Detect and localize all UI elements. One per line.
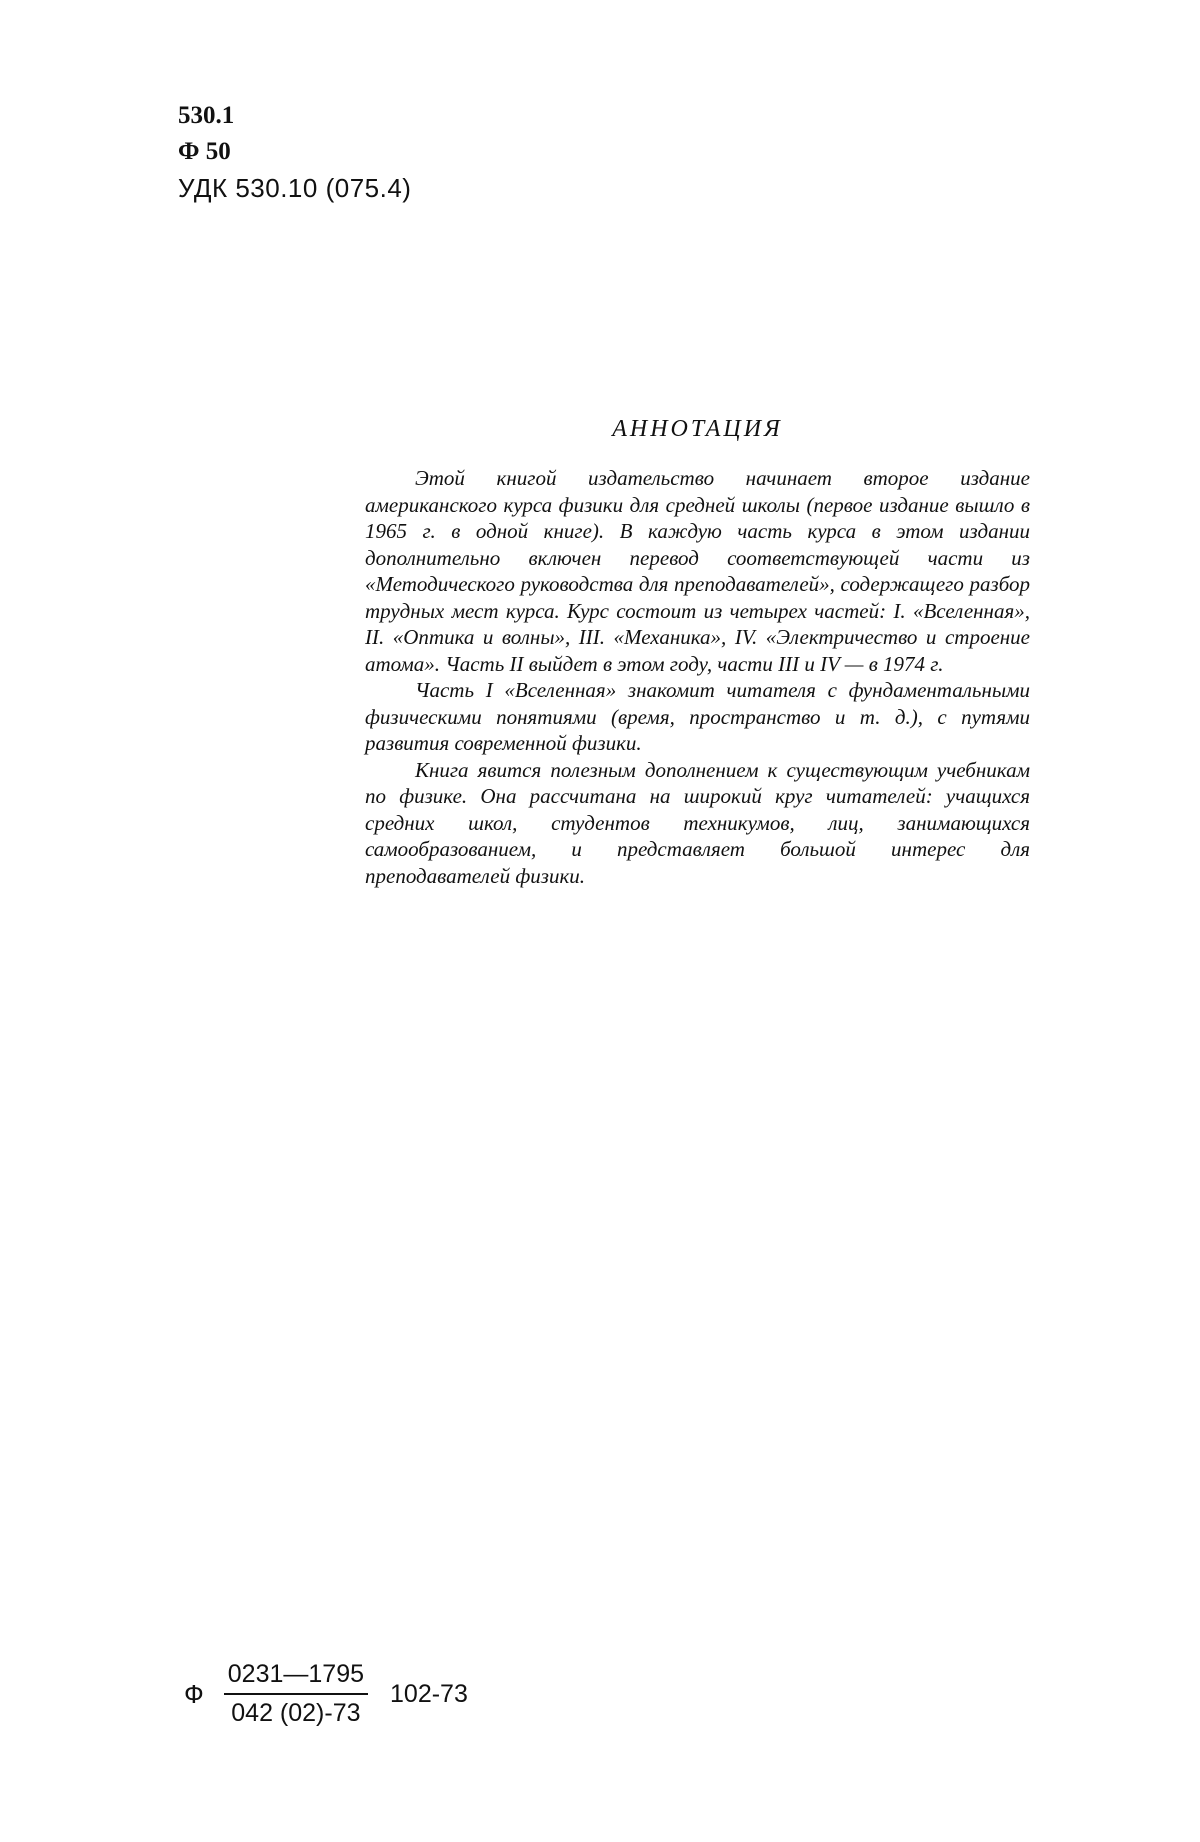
publisher-imprint-code (184, 1660, 468, 1728)
imprint-denominator: 042 (02)-73 (231, 1699, 361, 1727)
imprint-letter: Ф (184, 1678, 204, 1709)
bbk-index: 530.1 (178, 102, 235, 129)
author-cipher: Ф 50 (178, 138, 231, 165)
imprint-code: 102-73 (390, 1679, 468, 1708)
imprint-numerator: 0231—1795 (224, 1660, 368, 1695)
imprint-fraction (224, 1660, 368, 1728)
annotation-paragraph-2: Часть I «Вселенная» знакомит читателя с фундаментальными физическими понятиями (время, пространство и т. д.), с путями развития современной физики. (365, 678, 1030, 755)
udc-index: УДК 530.10 (075.4) (178, 173, 412, 203)
annotation-section (365, 416, 1030, 889)
annotation-paragraph-1: Этой книгой издательство начинает второе издание американского курса физики для средней школы (первое издание вышло в 1965 г. в одной книге). В каждую часть курса в этом издании дополнительно включен перевод соответствующей части из «Методического руководства для преподавателей», содержащего разбор трудных мест курса. Курс состоит из четырех частей: I. «Вселенная», II. «Оптика и волны», III. «Механика», IV. «Электричество и строение атома». Часть II выйдет в этом году, части III и IV — в 1974 г. (365, 466, 1031, 676)
annotation-paragraph-3: Книга явится полезным дополнением к существующим учебникам по физике. Она рассчитана на широкий круг читателей: учащихся средних школ, студентов техникумов, лиц, занимающихся самообразованием, и представляет большой интерес для преподавателей физики. (365, 757, 1030, 888)
annotation-title: АННОТАЦИЯ (612, 416, 783, 442)
classification-block (178, 98, 411, 206)
